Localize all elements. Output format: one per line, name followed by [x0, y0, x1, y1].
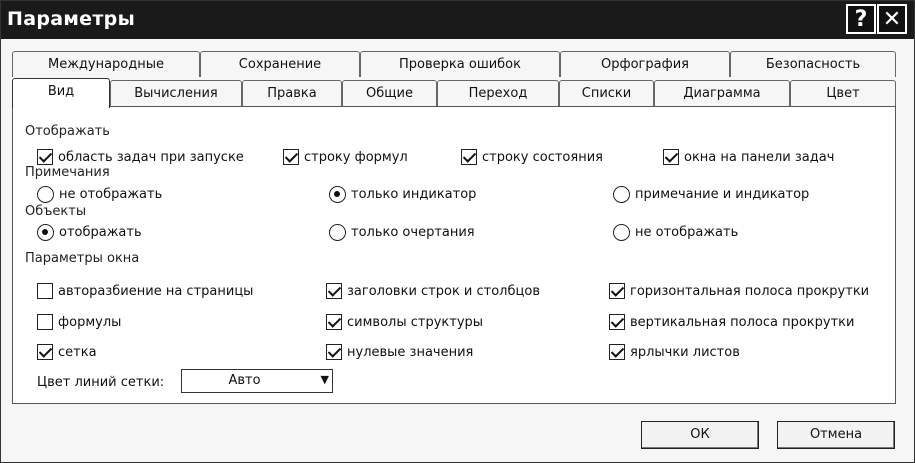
comments-indicator-radio[interactable] [329, 184, 476, 204]
outline-symbols-label: символы структуры [347, 314, 484, 330]
title-bar [1, 1, 914, 39]
row-col-headers-checkbox[interactable] [326, 281, 540, 301]
objects-placeholders-radio[interactable] [329, 222, 475, 242]
radio-circle[interactable] [329, 224, 346, 241]
vertical-scrollbar-checkbox[interactable] [609, 312, 854, 332]
zero-values-label: нулевые значения [347, 344, 474, 360]
show-formula-bar-label: строку формул [304, 149, 408, 165]
comments-full-radio[interactable] [613, 184, 809, 204]
checkbox-box[interactable] [663, 149, 679, 165]
checkbox-box[interactable] [37, 344, 53, 360]
objects-show-label: отображать [59, 224, 142, 240]
tab-calculation[interactable]: Вычисления [110, 80, 242, 106]
tab-row-1 [12, 51, 896, 77]
objects-show-radio[interactable] [37, 222, 142, 242]
sheet-tabs-checkbox[interactable] [609, 342, 740, 362]
sheet-tabs-label: ярлычки листов [630, 344, 740, 360]
tab-save[interactable]: Сохранение [200, 51, 360, 77]
tab-general[interactable]: Общие [342, 80, 437, 106]
checkbox-box[interactable] [326, 344, 342, 360]
checkbox-box[interactable] [37, 149, 53, 165]
checkbox-box[interactable] [283, 149, 299, 165]
tab-color[interactable]: Цвет [790, 80, 896, 106]
objects-hide-label: не отображать [635, 224, 739, 240]
checkbox-box[interactable] [609, 283, 625, 299]
radio-circle[interactable] [37, 186, 54, 203]
checkbox-box[interactable] [326, 283, 342, 299]
objects-hide-radio[interactable] [613, 222, 738, 242]
formulas-label: формулы [58, 314, 122, 330]
radio-circle[interactable] [37, 224, 54, 241]
help-button[interactable]: ? [846, 4, 876, 34]
tab-edit[interactable]: Правка [242, 80, 342, 106]
radio-circle[interactable] [329, 186, 346, 203]
gridline-color-select[interactable] [181, 369, 333, 393]
row-col-headers-label: заголовки строк и столбцов [347, 283, 540, 299]
formulas-checkbox[interactable] [37, 312, 121, 332]
comments-none-radio[interactable] [37, 184, 162, 204]
section-comments-title: Примечания [25, 165, 110, 180]
dialog-title: Параметры [7, 8, 136, 30]
page-breaks-checkbox[interactable] [37, 281, 253, 301]
zero-values-checkbox[interactable] [326, 342, 473, 362]
section-show-title: Отображать [25, 124, 110, 139]
section-objects-title: Объекты [25, 204, 87, 219]
horizontal-scrollbar-label: горизонтальная полоса прокрутки [630, 283, 870, 299]
tab-security[interactable]: Безопасность [730, 51, 896, 77]
horizontal-scrollbar-checkbox[interactable] [609, 281, 869, 301]
tab-row-2 [12, 80, 896, 106]
comments-full-label: примечание и индикатор [635, 186, 810, 202]
page-breaks-label: авторазбиение на страницы [58, 283, 254, 299]
gridline-color-label: Цвет линий сетки: [37, 375, 165, 390]
comments-indicator-label: только индикатор [351, 186, 477, 202]
tab-international[interactable]: Международные [12, 51, 200, 77]
show-task-pane-label: область задач при запуске [58, 149, 244, 165]
tab-spelling[interactable]: Орфография [560, 51, 730, 77]
show-taskbar-windows-label: окна на панели задач [684, 149, 835, 165]
show-taskbar-windows-checkbox[interactable] [663, 147, 834, 167]
objects-placeholders-label: только очертания [351, 224, 475, 240]
gridline-color-value: Авто [228, 373, 261, 388]
tab-lists[interactable]: Списки [559, 80, 654, 106]
outline-symbols-checkbox[interactable] [326, 312, 483, 332]
vertical-scrollbar-label: вертикальная полоса прокрутки [630, 314, 855, 330]
cancel-button[interactable]: Отмена [777, 421, 895, 449]
show-status-bar-checkbox[interactable] [461, 147, 603, 167]
tab-chart[interactable]: Диаграмма [654, 80, 790, 106]
close-button[interactable]: ✕ [877, 4, 907, 34]
checkbox-box[interactable] [609, 344, 625, 360]
chevron-down-icon[interactable]: ▼ [320, 373, 329, 386]
show-status-bar-label: строку состояния [482, 149, 603, 165]
tab-transition[interactable]: Переход [437, 80, 559, 106]
checkbox-box[interactable] [326, 314, 342, 330]
radio-circle[interactable] [613, 186, 630, 203]
tab-error-checking[interactable]: Проверка ошибок [360, 51, 560, 77]
radio-circle[interactable] [613, 224, 630, 241]
show-formula-bar-checkbox[interactable] [283, 147, 408, 167]
checkbox-box[interactable] [461, 149, 477, 165]
comments-none-label: не отображать [59, 186, 163, 202]
gridlines-checkbox[interactable] [37, 342, 97, 362]
gridlines-label: сетка [58, 344, 97, 360]
checkbox-box[interactable] [609, 314, 625, 330]
checkbox-box[interactable] [37, 283, 53, 299]
section-window-options-title: Параметры окна [25, 251, 140, 266]
ok-button[interactable]: ОК [641, 421, 759, 449]
checkbox-box[interactable] [37, 314, 53, 330]
show-task-pane-checkbox[interactable] [37, 147, 244, 167]
tab-view[interactable]: Вид [12, 78, 110, 108]
